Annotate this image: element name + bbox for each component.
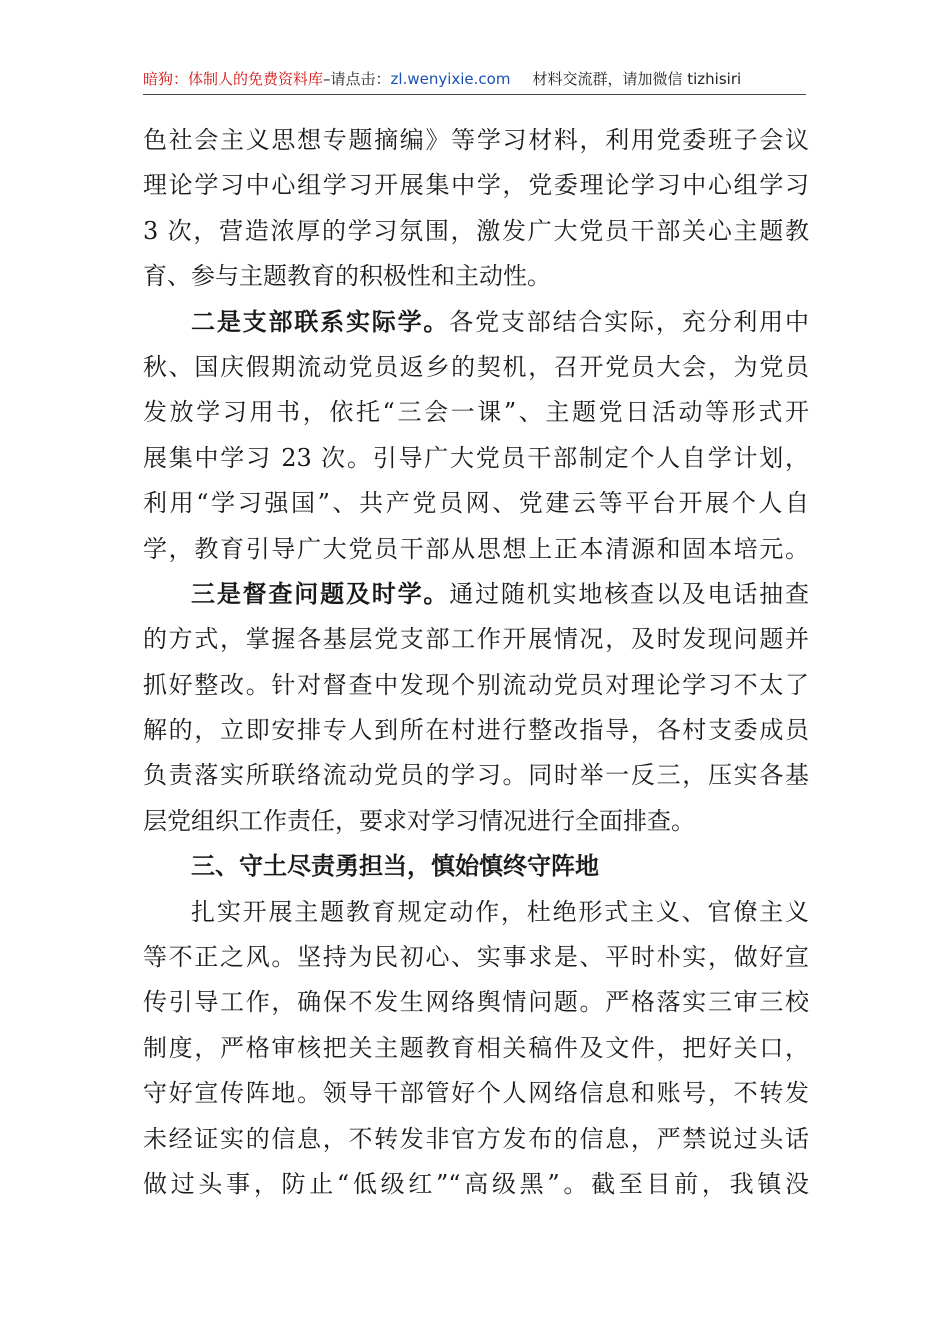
text-line: 秋、国庆假期流动党员返乡的契机，召开党员大会，为党员 (143, 352, 809, 381)
document-body (143, 118, 809, 1207)
header-link-prefix: –请点击： (323, 70, 391, 88)
text-line: 做过头事，防止“低级红”“高级黑”。截至目前，我镇没 (143, 1169, 809, 1198)
text-line: 抓好整改。针对督查中发现个别流动党员对理论学习不太了 (143, 670, 809, 699)
text-line: 负责落实所联络流动党员的学习。同时举一反三，压实各基 (143, 761, 809, 790)
text-line: 色社会主义思想专题摘编》等学习材料，利用党委班子会议 (143, 126, 809, 154)
text-line: 守好宣传阵地。领导干部管好个人网络信息和账号，不转发 (143, 1079, 809, 1108)
header-site-name: 暗狗：体制人的免费资料库 (143, 70, 324, 88)
paragraph-4 (143, 890, 809, 1208)
text-line: 等不正之风。坚持为民初心、实事求是、平时朴实，做好宣 (143, 943, 809, 972)
text-line: 利用“学习强国”、共产党员网、党建云等平台开展个人自 (143, 489, 809, 518)
text-line: 传引导工作，确保不发生网络舆情问题。严格落实三审三校 (143, 988, 809, 1017)
text-run: 各党支部结合实际，充分利用中 (449, 307, 810, 336)
text-line: 发放学习用书，依托“三会一课”、主题党日活动等形式开 (143, 398, 809, 427)
text-line: 扎实开展主题教育规定动作，杜绝形式主义、官僚主义 (191, 897, 809, 926)
text-line: 育、参与主题教育的积极性和主动性。 (143, 262, 551, 291)
header-link[interactable]: zl.wenyixie.com (390, 70, 511, 88)
text-line: 3 次，营造浓厚的学习氛围，激发广大党员干部关心主题教 (143, 216, 809, 245)
text-run: 通过随机实地核查以及电话抽查 (449, 579, 810, 608)
text-line: 制度，严格审核把关主题教育相关稿件及文件，把好关口， (143, 1033, 809, 1062)
paragraph-2 (143, 300, 809, 572)
text-line: 解的，立即安排专人到所在村进行整改指导，各村支委成员 (143, 716, 809, 745)
paragraph-3 (143, 572, 809, 844)
section-heading: 三、守土尽责勇担当，慎始慎终守阵地 (191, 852, 599, 881)
text-line: 学，教育引导广大党员干部从思想上正本清源和固本培元。 (143, 534, 809, 563)
header-wechat-note: 材料交流群，请加微信 tizhisiri (532, 70, 742, 88)
paragraph-lead: 三是督查问题及时学。 (191, 579, 450, 608)
text-line: 层党组织工作责任，要求对学习情况进行全面排查。 (143, 806, 695, 835)
page-header (143, 66, 806, 95)
text-line: 展集中学习 23 次。引导广大党员干部制定个人自学计划， (143, 443, 809, 472)
paragraph-1 (143, 118, 809, 300)
text-line (143, 300, 809, 345)
text-line (143, 572, 809, 617)
text-line: 未经证实的信息，不转发非官方发布的信息，严禁说过头话 (143, 1124, 809, 1153)
paragraph-lead: 二是支部联系实际学。 (191, 307, 450, 336)
text-line: 理论学习中心组学习开展集中学，党委理论学习中心组学习 (143, 171, 809, 200)
text-line: 的方式，掌握各基层党支部工作开展情况，及时发现问题并 (143, 625, 809, 654)
